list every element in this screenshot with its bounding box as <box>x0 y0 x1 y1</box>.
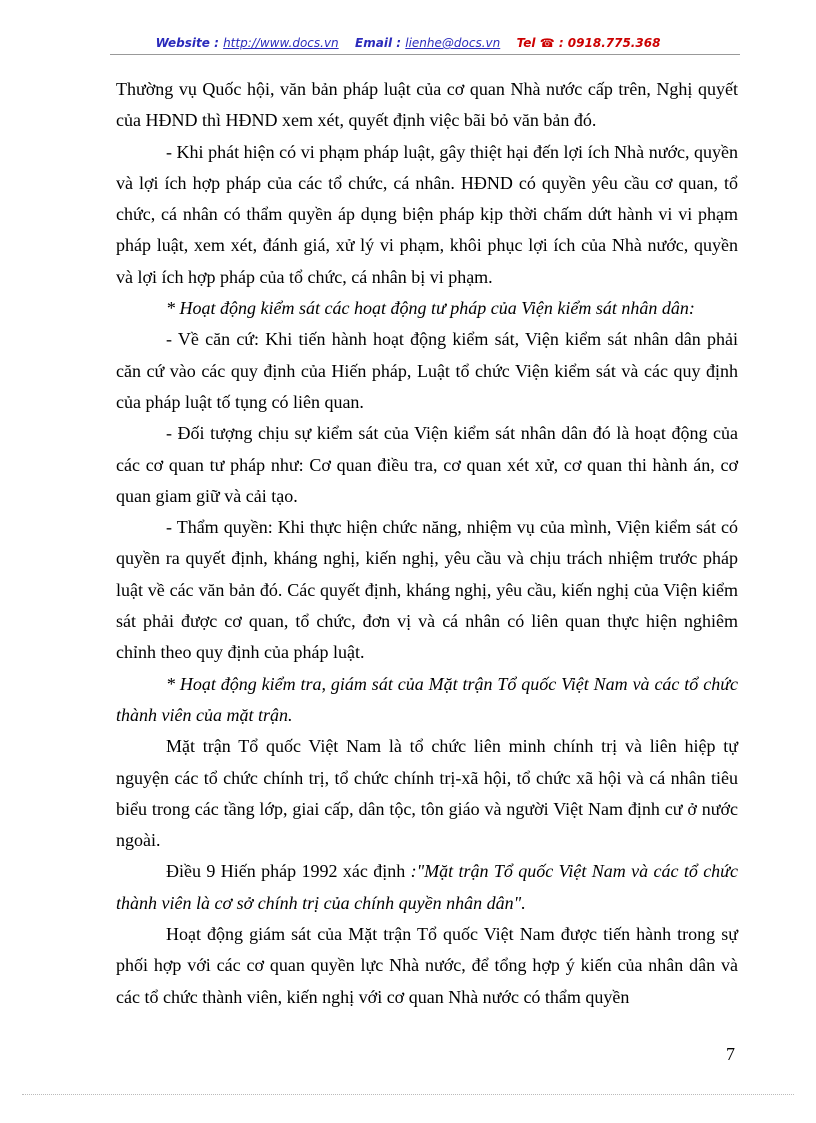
section-heading: * Hoạt động kiểm tra, giám sát của Mặt trận Tổ quốc Việt Nam và các tổ chức thành viên của mặt trận. <box>116 673 738 725</box>
paragraph: Mặt trận Tổ quốc Việt Nam là tổ chức liên minh chính trị và liên hiệp tự nguyện các tổ chức chính trị, tổ chức chính trị-xã hội, tổ chức xã hội và cá nhân tiêu biểu trong các tầng lớp, giai cấp, dân tộc, tôn giáo và người Việt Nam định cư ở nước ngoài. <box>116 736 738 851</box>
website-link[interactable]: http://www.docs.vn <box>223 36 339 50</box>
header-divider <box>110 54 740 55</box>
paragraph-quote <box>116 856 738 919</box>
paragraph: Thường vụ Quốc hội, văn bản pháp luật của cơ quan Nhà nước cấp trên, Nghị quyết của HĐND thì HĐND xem xét, quyết định việc bãi bỏ văn bản đó. <box>116 79 738 131</box>
page-header <box>0 36 816 50</box>
tel-label: Tel <box>516 36 536 50</box>
email-link[interactable]: lienhe@docs.vn <box>405 36 501 50</box>
quote-intro: Điều 9 Hiến pháp 1992 xác định <box>166 861 411 882</box>
constitution-quote: :"Mặt trận Tổ quốc Việt Nam và các tổ chức thành viên là cơ sở chính trị của chính quyền nhân dân". <box>116 861 738 913</box>
email-label: Email : <box>355 36 402 50</box>
phone-icon: ☎ <box>539 36 555 50</box>
paragraph: - Đối tượng chịu sự kiểm sát của Viện kiểm sát nhân dân đó là hoạt động của các cơ quan tư pháp như: Cơ quan điều tra, cơ quan xét xử, cơ quan thi hành án, cơ quan giam giữ và cải tạo. <box>116 423 738 506</box>
page-number: 7 <box>726 1044 735 1064</box>
section-heading: * Hoạt động kiểm sát các hoạt động tư pháp của Viện kiểm sát nhân dân: <box>166 298 695 319</box>
paragraph: - Thẩm quyền: Khi thực hiện chức năng, nhiệm vụ của mình, Viện kiểm sát có quyền ra quyết định, kháng nghị, kiến nghị, yêu cầu và chịu trách nhiệm trước pháp luật về các văn bản đó. Các quyết định, kháng nghị, yêu cầu, kiến nghị của Viện kiểm sát phải được cơ quan, tổ chức, đơn vị và cá nhân có liên quan thực hiện nghiêm chỉnh theo quy định của pháp luật. <box>116 517 738 663</box>
tel-value: : 0918.775.368 <box>558 36 661 50</box>
page-bottom-border <box>22 1094 794 1095</box>
paragraph: - Khi phát hiện có vi phạm pháp luật, gây thiệt hại đến lợi ích Nhà nước, quyền và lợi ích hợp pháp của các tổ chức, cá nhân. HĐND có quyền yêu cầu cơ quan, tổ chức, cá nhân có thẩm quyền áp dụng biện pháp kịp thời chấm dứt hành vi vi phạm pháp luật, xem xét, đánh giá, xử lý vi phạm, khôi phục lợi ích của Nhà nước, quyền và lợi ích hợp pháp của tổ chức, cá nhân bị vi phạm. <box>116 141 738 287</box>
website-label: Website : <box>155 36 219 50</box>
document-body <box>116 74 738 1013</box>
paragraph: Hoạt động giám sát của Mặt trận Tổ quốc Việt Nam được tiến hành trong sự phối hợp với các cơ quan quyền lực Nhà nước, để tổng hợp ý kiến của nhân dân và các tổ chức thành viên, kiến nghị với cơ quan Nhà nước có thẩm quyền <box>116 924 738 1007</box>
paragraph: - Về căn cứ: Khi tiến hành hoạt động kiểm sát, Viện kiểm sát nhân dân phải căn cứ vào các quy định của Hiến pháp, Luật tổ chức Viện kiểm sát và các quy định của pháp luật tố tụng có liên quan. <box>116 329 738 412</box>
